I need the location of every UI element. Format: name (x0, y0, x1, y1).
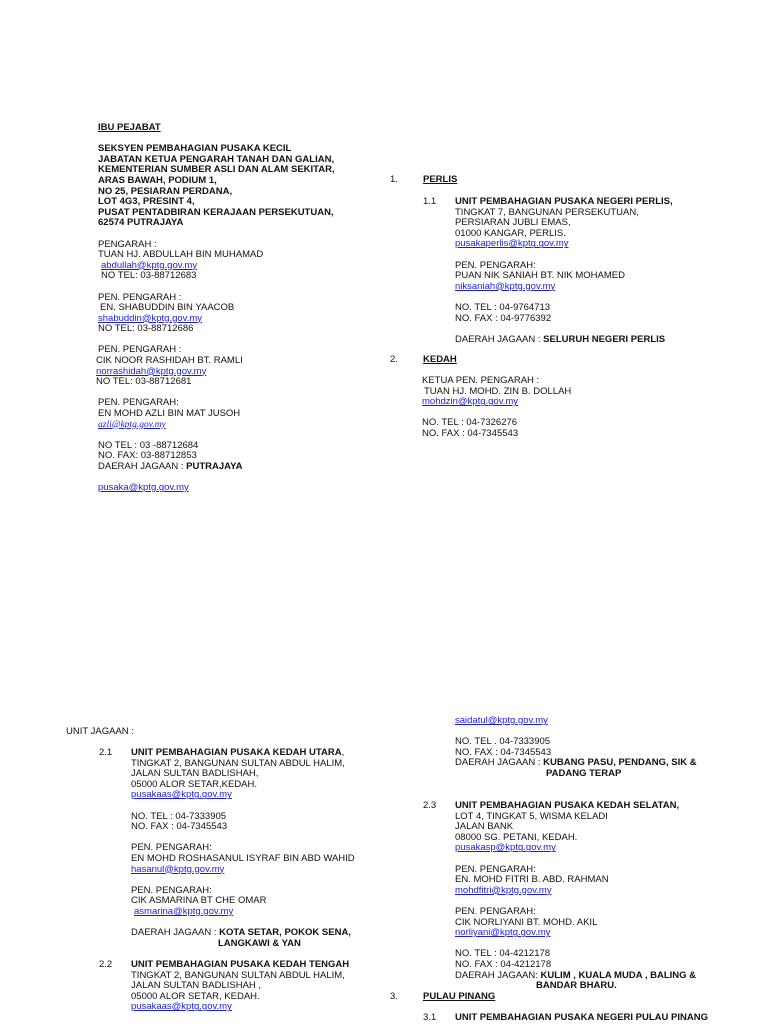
deputy-title: PEN. PENGARAH: (455, 863, 536, 875)
deputy-name: CIK ASMARINA BT CHE OMAR (131, 895, 267, 907)
address-line: LOT 4G3, PRESINT 4, (98, 196, 195, 208)
head-office-address (98, 144, 335, 229)
unit-name: UNIT PEMBAHAGIAN PUSAKA KEDAH UTARA (131, 747, 342, 758)
unit-email-link[interactable]: pusakaas@kptg.gov.my (131, 789, 232, 801)
address-line: PUSAT PENTADBIRAN KERAJAAN PERSEKUTUAN, (98, 206, 334, 218)
unit-number: 2.2 (99, 959, 113, 970)
jagaan-label: DAERAH JAGAAN : (455, 757, 541, 769)
perlis-unit (455, 197, 673, 345)
deputy-contact (98, 293, 335, 335)
deputy-title: PEN. PENGARAH : (98, 291, 182, 303)
deputy-title: PEN. PENGARAH: (131, 884, 212, 896)
deputy-name: EN. SHABUDDIN BIN YAACOB (100, 302, 235, 314)
unit-tel: NO. TEL : 04-4212178 (455, 948, 551, 960)
jagaan-label: DAERAH JAGAAN : (131, 927, 217, 939)
address-line: JALAN BANK (455, 821, 514, 833)
unit-tel: NO. TEL : 04-9764713 (455, 301, 551, 313)
address-line: NO 25, PESIARAN PERDANA, (98, 185, 233, 197)
address-line: SEKSYEN PEMBAHAGIAN PUSAKA KECIL (98, 143, 292, 155)
address-line: ARAS BAWAH, PODIUM 1, (98, 174, 217, 186)
head-office-section (98, 123, 335, 494)
unit-name: UNIT PEMBAHAGIAN PUSAKA KEDAH TENGAH (131, 959, 350, 970)
jagaan-label: DAERAH JAGAAN : (455, 333, 541, 345)
unit-jagaan-label: UNIT JAGAAN : (66, 726, 134, 737)
jagaan-value: LANGKAWI & YAN (218, 937, 301, 949)
unit-number: 2.3 (423, 800, 437, 811)
deputy-email-link[interactable]: azli@kptg.gov.my (98, 419, 166, 430)
address-line: 05000 ALOR SETAR,KEDAH. (131, 778, 258, 790)
deputy-name: CIK NORLIYANI BT. MOHD. AKIL (455, 916, 598, 928)
unit-jagaan (455, 335, 673, 346)
unit-name: UNIT PEMBAHAGIAN PUSAKA KEDAH SELATAN, (455, 800, 680, 811)
deputy-email-link[interactable]: niksaniah@kptg.gov.my (455, 280, 556, 292)
address-line: PERSIARAN JUBLI EMAS, (455, 217, 571, 229)
kedah-tengah-continued (455, 716, 697, 780)
unit-number: 2.1 (99, 747, 113, 758)
deputy-title: PEN. PENGARAH: (455, 905, 536, 917)
general-email-link[interactable]: pusaka@kptg.gov.my (98, 482, 189, 494)
head-office-title: IBU PEJABAT (98, 122, 161, 133)
deputy-email-link[interactable]: norrashidah@kptg.gov.my (96, 365, 207, 377)
jagaan-value: KUBANG PASU, PENDANG, SIK & (543, 757, 697, 769)
deputy-email-link[interactable]: shabuddin@kptg.gov.my (98, 312, 202, 324)
kedah-tengah-unit (131, 960, 349, 1013)
deputy-name: EN MOHD ROSHASANUL ISYRAF BIN ABD WAHID (131, 852, 355, 864)
address-line: 01000 KANGAR, PERLIS. (455, 227, 566, 239)
deputy-email-link[interactable]: hasanul@kptg.gov.my (131, 863, 225, 875)
unit-email-link[interactable]: pusakasp@kptg.gov.my (455, 842, 556, 854)
director-title: PENGARAH : (98, 238, 157, 250)
address-line: 05000 ALOR SETAR, KEDAH. (131, 990, 260, 1002)
deputy-title: PEN. PENGARAH: (455, 259, 536, 271)
unit-email-link[interactable]: pusakaas@kptg.gov.my (131, 1001, 232, 1013)
unit-fax: NO. FAX : 04-9776392 (455, 312, 552, 324)
address-line: JALAN SULTAN BADLISHAH, (131, 768, 259, 780)
deputy-tel: NO TEL: 03-88712686 (98, 323, 194, 335)
deputy-contact (98, 345, 335, 387)
deputy-contact (98, 398, 335, 430)
section-number: 1. (390, 174, 398, 185)
section-number: 2. (390, 354, 398, 365)
unit-name-line: UNIT PEMBAHAGIAN PUSAKA KEDAH UTARA, (131, 747, 345, 758)
jagaan-value: KOTA SETAR, POKOK SENA, (219, 927, 351, 939)
deputy-email-link[interactable]: mohdfitri@kptg.gov.my (455, 884, 552, 896)
jagaan-value: PADANG TERAP (546, 767, 622, 779)
jagaan-value: BANDAR BHARU. (536, 980, 617, 992)
director-name: TUAN HJ. MOHD. ZIN B. DOLLAH (424, 385, 572, 397)
section-title-perlis: PERLIS (423, 174, 458, 185)
kedah-director (422, 376, 571, 440)
deputy-tel: NO TEL: 03-88712681 (96, 376, 192, 388)
office-tel: NO TEL : 03 -88712684 (98, 439, 199, 451)
unit-fax: NO. FAX : 04-7345543 (131, 821, 228, 833)
deputy-name: EN. MOHD FITRI B. ABD. RAHMAN (455, 874, 609, 886)
address-line: TINGKAT 2, BANGUNAN SULTAN ABDUL HALIM, (131, 757, 345, 769)
unit-fax: NO. FAX : 04-7345543 (455, 746, 552, 758)
deputy-name: CIK NOOR RASHIDAH BT. RAMLI (96, 355, 243, 367)
unit-name: UNIT PEMBAHAGIAN PUSAKA NEGERI PULAU PINANG (455, 1012, 708, 1023)
address-line: 08000 SG. PETANI, KEDAH. (455, 831, 578, 843)
address-line: JABATAN KETUA PENGARAH TANAH DAN GALIAN, (98, 153, 335, 165)
jagaan-label: DAERAH JAGAAN: (455, 969, 538, 981)
deputy-title: PEN. PENGARAH: (98, 397, 179, 409)
address-line: 62574 PUTRAJAYA (98, 217, 184, 229)
office-jagaan (98, 462, 335, 473)
unit-name: UNIT PEMBAHAGIAN PUSAKA NEGERI PERLIS, (455, 196, 673, 207)
section-title-pulau-pinang: PULAU PINANG (423, 991, 496, 1002)
kedah-utara-unit (131, 748, 355, 949)
unit-fax: NO. FAX : 04-4212178 (455, 958, 552, 970)
unit-email-link[interactable]: saidatul@kptg.gov.my (455, 715, 548, 726)
director-email-link[interactable]: abdullah@kptg.gov.my (101, 259, 198, 271)
director-contact (98, 240, 335, 282)
address-line: LOT 4, TINGKAT 5, WISMA KELADI (455, 810, 608, 822)
unit-number: 1.1 (423, 196, 437, 207)
deputy-email-link[interactable]: asmarina@kptg.gov.my (134, 905, 234, 917)
address-line: JALAN SULTAN BADLISHAH , (131, 980, 262, 992)
director-email-link[interactable]: mohdzin@kptg.gov.my (422, 396, 519, 408)
kedah-tel: NO. TEL : 04-7326276 (422, 417, 518, 429)
address-line: KEMENTERIAN SUMBER ASLI DAN ALAM SEKITAR, (98, 164, 335, 176)
office-fax: NO. FAX: 03-88712853 (98, 450, 197, 462)
jagaan-label: DAERAH JAGAAN : (98, 461, 184, 472)
section-number: 3. (390, 991, 398, 1002)
deputy-title: PEN. PENGARAH: (131, 842, 212, 854)
jagaan-value: SELURUH NEGERI PERLIS (543, 333, 666, 345)
unit-number: 3.1 (423, 1012, 437, 1023)
section-title-kedah: KEDAH (423, 354, 457, 365)
unit-tel: NO. TEL : 04-7333905 (131, 810, 227, 822)
unit-tel: NO. TEL . 04-7333905 (455, 736, 551, 748)
jagaan-value: KULIM , KUALA MUDA , BALING & (540, 969, 697, 981)
address-line: TINGKAT 2, BANGUNAN SULTAN ABDUL HALIM, (131, 969, 345, 981)
deputy-name: EN MOHD AZLI BIN MAT JUSOH (98, 408, 241, 420)
unit-email-link[interactable]: pusakaperlis@kptg.gov.my (455, 238, 569, 250)
director-tel: NO TEL: 03-88712683 (101, 270, 197, 282)
kedah-selatan-unit (455, 801, 696, 992)
director-name: TUAN HJ. ABDULLAH BIN MUHAMAD (98, 249, 264, 261)
deputy-name: PUAN NIK SANIAH BT. NIK MOHAMED (455, 270, 625, 282)
deputy-email-link[interactable]: norliyani@kptg.gov.my (455, 927, 551, 939)
director-title: KETUA PEN. PENGARAH : (422, 375, 540, 386)
kedah-fax: NO. FAX : 04-7345543 (422, 427, 519, 439)
deputy-title: PEN. PENGARAH : (98, 344, 182, 356)
address-line: TINGKAT 7, BANGUNAN PERSEKUTUAN, (455, 206, 639, 218)
jagaan-value: PUTRAJAYA (186, 461, 243, 472)
